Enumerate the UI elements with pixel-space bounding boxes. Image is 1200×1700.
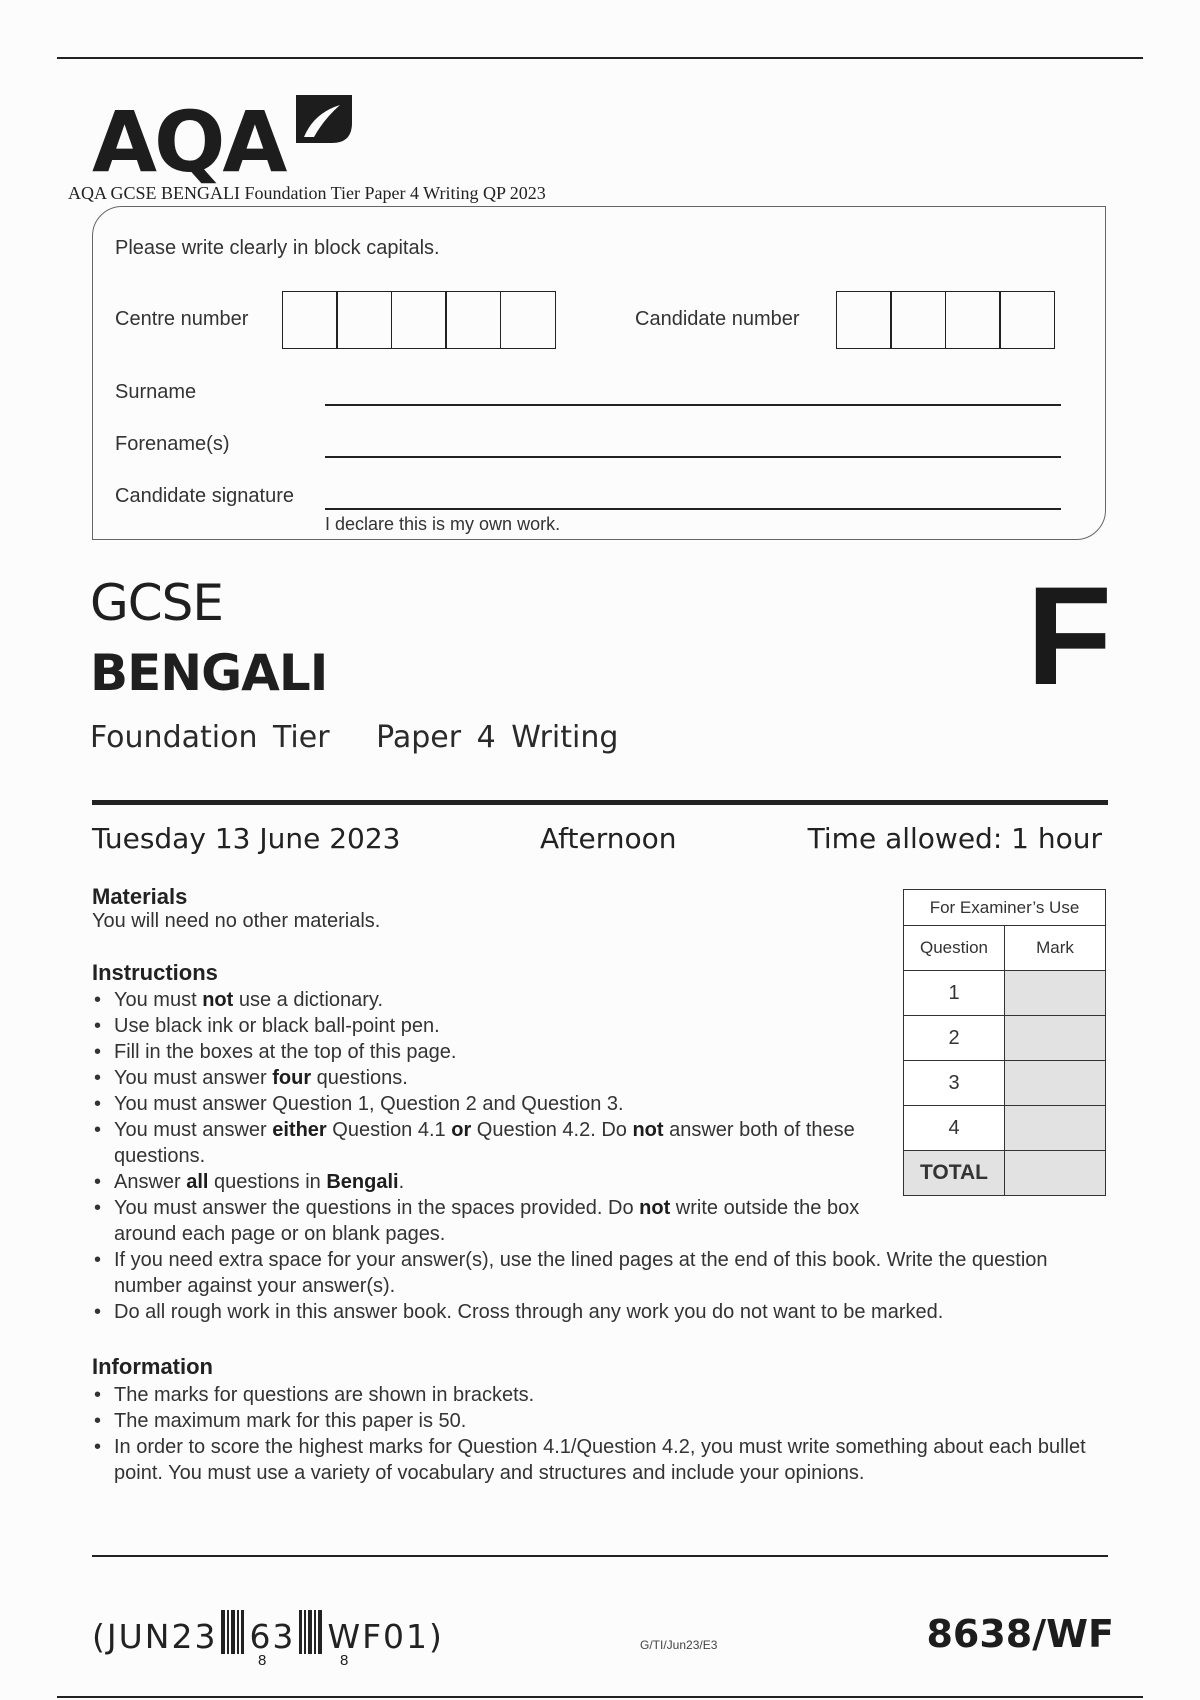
instruction-item: • Use black ink or black ball-point pen. (92, 1013, 882, 1039)
instruction-item: • If you need extra space for your answer(s), use the lined pages at the end of this book. Write the question number against your answer(s). (92, 1247, 1102, 1299)
centre-number-digit-box[interactable] (445, 291, 501, 349)
information-list (92, 1382, 1102, 1486)
signature-field[interactable] (325, 508, 1061, 510)
paper-reference (92, 1610, 444, 1656)
document-caption: AQA GCSE BENGALI Foundation Tier Paper 4 Writing QP 2023 (68, 183, 546, 203)
reference-start: (JUN23 (92, 1617, 218, 1656)
question-number: 1 (904, 971, 1005, 1016)
leaf-logo-icon (294, 93, 354, 145)
materials-text: You will need no other materials. (92, 910, 381, 932)
barcode-icon (219, 1610, 247, 1654)
paper-number: Paper 4 (376, 720, 496, 755)
signature-label: Candidate signature (115, 485, 295, 507)
centre-number-label: Centre number (115, 308, 249, 330)
reference-mid: 63 (249, 1617, 296, 1656)
instruction-item: • You must answer the questions in the spaces provided. Do not write outside the box around each page or on blank pages. (92, 1195, 882, 1247)
declaration-text: I declare this is my own work. (325, 514, 561, 534)
instruction-item: • Do all rough work in this answer book. Cross through any work you do not want to be marked. (92, 1299, 1102, 1325)
paper-subtitle (90, 720, 618, 755)
aqa-logo: AQA (92, 93, 285, 191)
information-heading: Information (92, 1354, 213, 1379)
forenames-field[interactable] (325, 456, 1061, 458)
mark-cell (1005, 971, 1106, 1016)
mark-cell (1005, 1106, 1106, 1151)
component-name: Writing (511, 720, 619, 755)
instruction-item: • Fill in the boxes at the top of this page. (92, 1039, 882, 1065)
forenames-label: Forename(s) (115, 433, 230, 455)
instruction-item: • You must answer Question 1, Question 2 and Question 3. (92, 1091, 882, 1117)
candidate-number-boxes (837, 291, 1055, 349)
tier-letter: F (1026, 557, 1112, 714)
mark-cell (1005, 1061, 1106, 1106)
exam-date: Tuesday 13 June 2023 (92, 822, 401, 855)
qualification-title: GCSE (90, 574, 223, 632)
time-allowed: Time allowed: 1 hour (807, 822, 1102, 855)
question-number: 2 (904, 1016, 1005, 1061)
candidate-number-digit-box[interactable] (836, 291, 892, 349)
exam-session: Afternoon (540, 822, 677, 855)
block-capitals-instruction: Please write clearly in block capitals. (115, 237, 440, 259)
total-mark-cell (1005, 1151, 1106, 1196)
barcode-digit: 8 (258, 1652, 267, 1669)
mark-column-header: Mark (1005, 926, 1106, 971)
paper-code: 8638/WF (926, 1612, 1114, 1656)
instruction-item: • You must answer four questions. (92, 1065, 882, 1091)
candidate-number-digit-box[interactable] (890, 291, 946, 349)
instruction-item: • You must not use a dictionary. (92, 987, 882, 1013)
barcode-digit: 8 (340, 1652, 349, 1669)
examiner-use-table (903, 889, 1106, 1196)
question-number: 3 (904, 1061, 1005, 1106)
surname-field[interactable] (325, 404, 1061, 406)
instruction-item: • Answer all questions in Bengali. (92, 1169, 882, 1195)
mark-cell (1005, 1016, 1106, 1061)
instruction-item: • You must answer either Question 4.1 or Question 4.2. Do not answer both of these questions. (92, 1117, 882, 1169)
centre-number-digit-box[interactable] (500, 291, 556, 349)
information-item: • The marks for questions are shown in brackets. (92, 1382, 1102, 1408)
tier-name: Foundation Tier (90, 720, 330, 755)
centre-number-digit-box[interactable] (336, 291, 392, 349)
centre-number-boxes (283, 291, 556, 349)
question-column-header: Question (904, 926, 1005, 971)
centre-number-digit-box[interactable] (391, 291, 447, 349)
instructions-heading: Instructions (92, 960, 218, 985)
title-rule (92, 800, 1108, 805)
top-rule (57, 57, 1143, 59)
surname-label: Surname (115, 381, 197, 403)
examiner-table-title: For Examiner’s Use (904, 890, 1106, 926)
candidate-number-digit-box[interactable] (999, 291, 1055, 349)
footer-rule (92, 1555, 1108, 1557)
bottom-rule (57, 1696, 1143, 1698)
candidate-details-box (92, 206, 1106, 540)
barcode-icon (297, 1610, 325, 1654)
information-item: • In order to score the highest marks for Question 4.1/Question 4.2, you must write something about each bullet point. You must use a variety of vocabulary and structures and include your opinions. (92, 1434, 1102, 1486)
question-number: 4 (904, 1106, 1005, 1151)
centre-number-digit-box[interactable] (282, 291, 338, 349)
print-code: G/TI/Jun23/E3 (640, 1638, 718, 1652)
materials-heading: Materials (92, 884, 188, 909)
total-label: TOTAL (904, 1151, 1005, 1196)
candidate-number-digit-box[interactable] (945, 291, 1001, 349)
reference-end: WF01) (327, 1617, 444, 1656)
candidate-number-label: Candidate number (635, 308, 800, 330)
information-item: • The maximum mark for this paper is 50. (92, 1408, 1102, 1434)
subject-title: BENGALI (90, 644, 328, 702)
